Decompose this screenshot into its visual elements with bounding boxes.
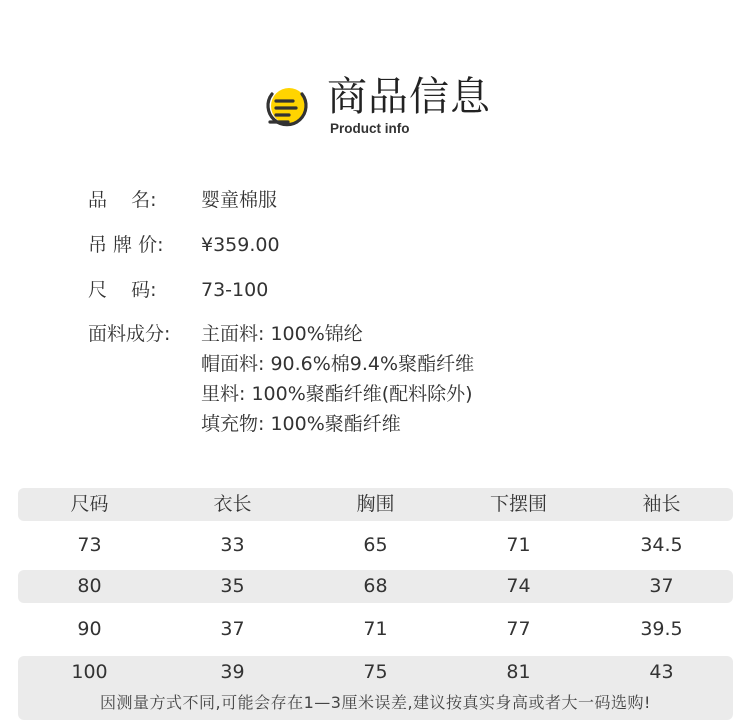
price-label: 吊 牌 价: [88,234,164,256]
table-cell: 68 [363,575,388,597]
section-subtitle: Product info [330,121,410,136]
section-title: 商品信息 [327,74,491,120]
table-header-cell: 胸围 [356,493,395,515]
size-note: 因测量方式不同,可能会存在1—3厘米误差,建议按真实身高或者大一码选购! [100,693,651,712]
table-cell: 37 [649,575,674,597]
table-cell: 35 [220,575,245,597]
table-row [18,570,733,603]
fabric-line: 帽面料: 90.6%棉9.4%聚酯纤维 [201,353,475,375]
table-cell: 37 [220,618,245,640]
table-cell: 77 [506,618,531,640]
table-cell: 39.5 [640,618,683,640]
table-row [18,529,733,562]
table-cell: 73 [77,534,102,556]
table-header-row [18,488,733,521]
table-cell: 80 [77,575,102,597]
table-cell: 90 [77,618,102,640]
table-cell: 81 [506,661,531,683]
table-cell: 71 [506,534,531,556]
fabric-label: 面料成分: [88,323,171,345]
size-label: 尺 码: [88,279,157,301]
table-header-cell: 袖长 [642,493,681,515]
name-value: 婴童棉服 [201,189,278,211]
list-document-icon [262,84,312,132]
fabric-line: 填充物: 100%聚酯纤维 [201,413,401,435]
table-cell: 100 [71,661,108,683]
price-value: ¥359.00 [201,234,280,256]
table-header-cell: 尺码 [70,493,109,515]
table-cell: 71 [363,618,388,640]
table-cell: 33 [220,534,245,556]
fabric-line: 里料: 100%聚酯纤维(配料除外) [201,383,473,405]
size-value: 73-100 [201,279,269,301]
table-row [18,613,733,646]
table-cell: 65 [363,534,388,556]
section-header [0,0,750,150]
table-cell: 74 [506,575,531,597]
table-header-cell: 衣长 [213,493,252,515]
fabric-line: 主面料: 100%锦纶 [201,323,363,345]
table-cell: 34.5 [640,534,683,556]
table-cell: 39 [220,661,245,683]
table-cell: 43 [649,661,674,683]
table-row [18,656,733,720]
table-cell: 75 [363,661,388,683]
name-label: 品 名: [88,189,157,211]
table-header-cell: 下摆围 [489,493,547,515]
